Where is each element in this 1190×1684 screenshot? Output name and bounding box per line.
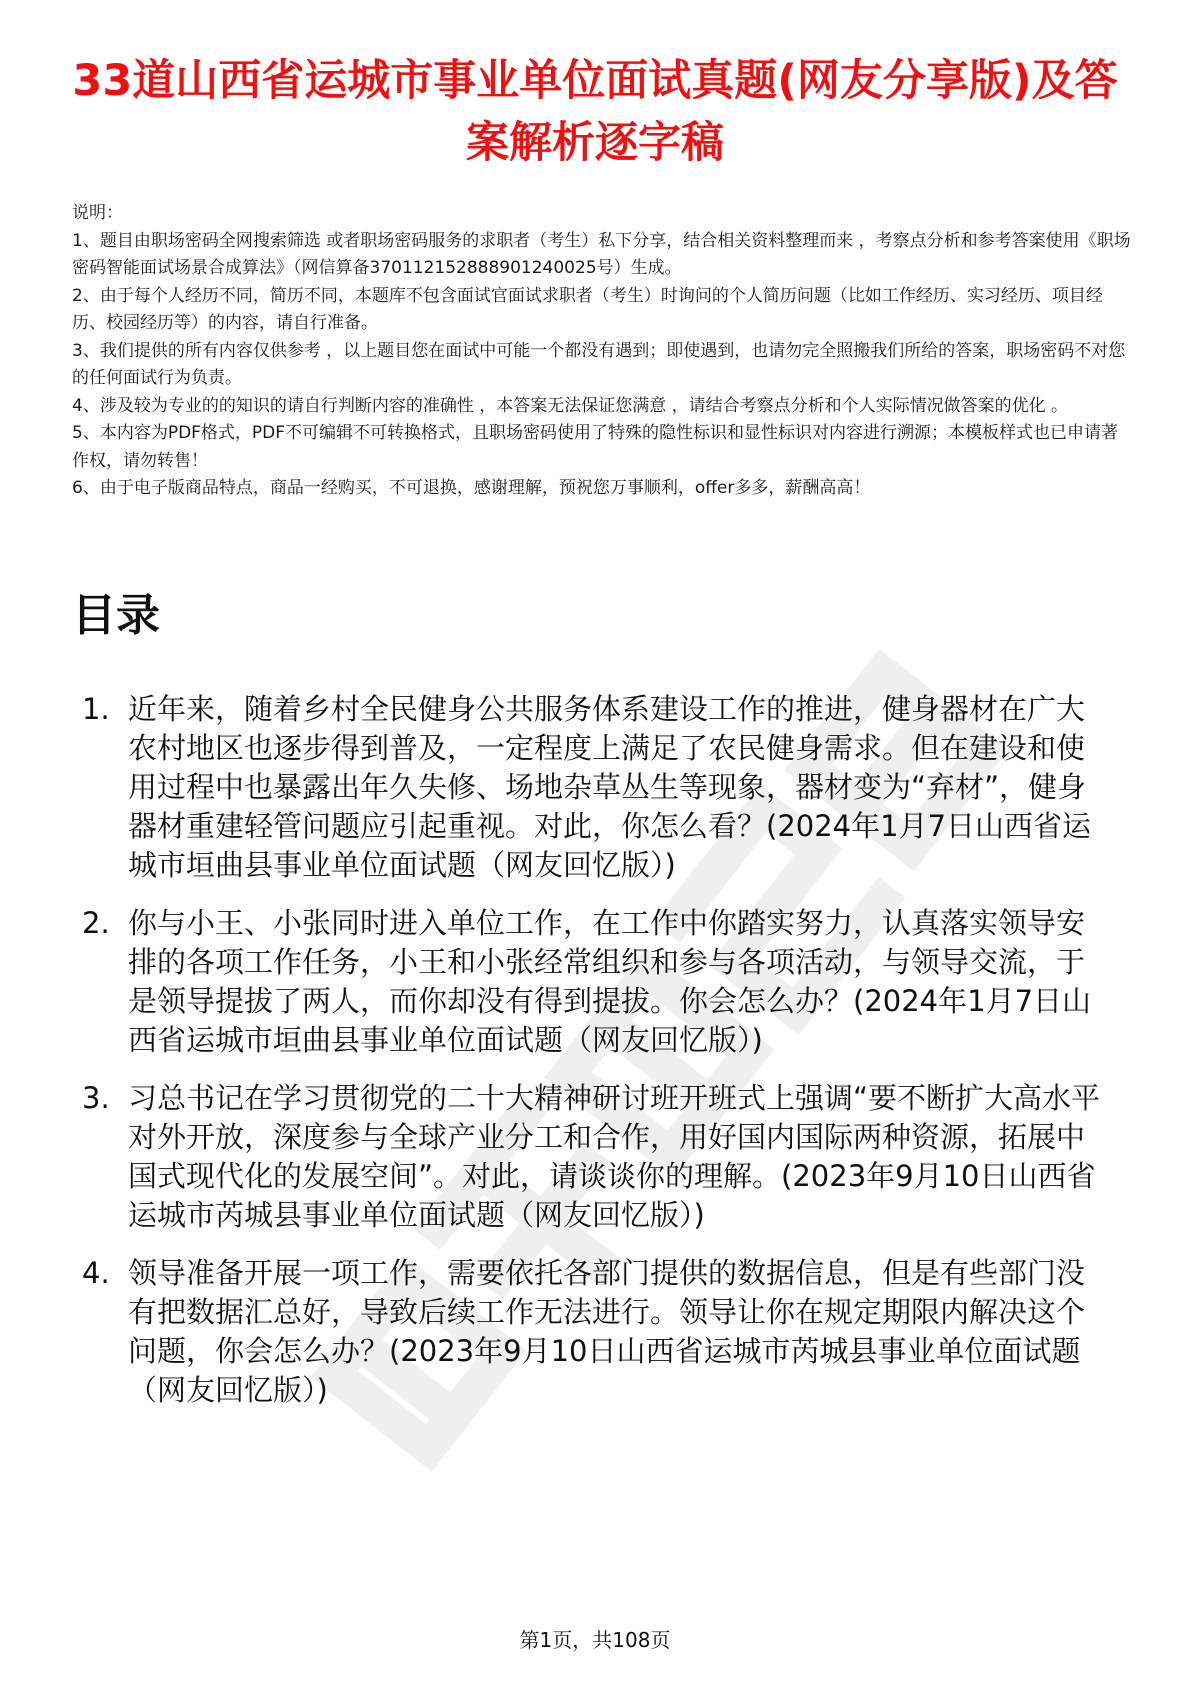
note-item: 6、由于电子版商品特点，商品一经购买，不可退换，感谢理解，预祝您万事顺利，offer多多，薪酬高高！: [72, 478, 871, 498]
toc-item-number: 1.: [82, 692, 110, 726]
toc-item[interactable]: [82, 1254, 1112, 1410]
toc-item-number: 4.: [82, 1256, 110, 1290]
note-item: 1、题目由职场密码全网搜索筛选 或者职场密码服务的求职者（考生）私下分享，结合相关资料整理而来 ，考察点分析和参考答案使用《职场密码智能面试场景合成算法》（网信算备370112152888901240025号）生成。: [72, 230, 1131, 278]
note-item: 5、本内容为PDF格式，PDF不可编辑不可转换格式，且职场密码使用了特殊的隐性标识和显性标识对内容进行溯源；本模板样式也已申请著作权，请勿转售！: [72, 423, 1119, 471]
toc-item-text: 习总书记在学习贯彻党的二十大精神研讨班开班式上强调“要不断扩大高水平对外开放，深度参与全球产业分工和合作，用好国内国际两种资源，拓展中国式现代化的发展空间”。对此，请谈谈你的理解。(2023年9月10日山西省运城市芮城县事业单位面试题（网友回忆版）): [128, 1081, 1101, 1232]
toc-item[interactable]: [82, 690, 1112, 885]
toc-item-number: 3.: [82, 1081, 110, 1115]
note-item: 3、我们提供的所有内容仅供参考 ，以上题目您在面试中可能一个都没有遇到；即使遇到，也请勿完全照搬我们所给的答案，职场密码不对您的任何面试行为负责。: [72, 340, 1126, 388]
notes-heading: 说明：: [72, 203, 123, 223]
note-item: 2、由于每个人经历不同，简历不同，本题库不包含面试官面试求职者（考生）时询问的个人简历问题（比如工作经历、实习经历、项目经历、校园经历等）的内容，请自行准备。: [72, 285, 1103, 333]
page-number: 第1页，共108页: [519, 1628, 671, 1652]
toc-heading: 目录: [72, 590, 160, 641]
note-item: 4、涉及较为专业的的知识的请自行判断内容的准确性 ，本答案无法保证您满意 ，请结合考察点分析和个人实际情况做答案的优化 。: [72, 395, 1069, 416]
toc-item[interactable]: [82, 904, 1112, 1060]
toc-item-text: 领导准备开展一项工作，需要依托各部门提供的数据信息，但是有些部门没有把数据汇总好，导致后续工作无法进行。领导让你在规定期限内解决这个问题，你会怎么办？(2023年9月10日山西省运城市芮城县事业单位面试题（网友回忆版）): [128, 1256, 1086, 1407]
toc-item-number: 2.: [82, 906, 110, 940]
document-title: 33道山西省运城市事业单位面试真题(网友分享版)及答案解析逐字稿: [72, 56, 1118, 168]
disclaimer-notes: [72, 200, 1132, 503]
toc-list: [82, 690, 1112, 1429]
toc-item-text: 你与小王、小张同时进入单位工作，在工作中你踏实努力，认真落实领导安排的各项工作任务，小王和小张经常组织和参与各项活动，与领导交流，于是领导提拔了两人，而你却没有得到提拔。你会怎么办？(2024年1月7日山西省运城市垣曲县事业单位面试题（网友回忆版）): [128, 906, 1092, 1057]
toc-item[interactable]: [82, 1079, 1112, 1235]
toc-item-text: 近年来，随着乡村全民健身公共服务体系建设工作的推进，健身器材在广大农村地区也逐步得到普及，一定程度上满足了农民健身需求。但在建设和使用过程中也暴露出年久失修、场地杂草丛生等现象，器材变为“弃材”，健身器材重建轻管问题应引起重视。对此，你怎么看？(2024年1月7日山西省运城市垣曲县事业单位面试题（网友回忆版）): [128, 692, 1092, 882]
